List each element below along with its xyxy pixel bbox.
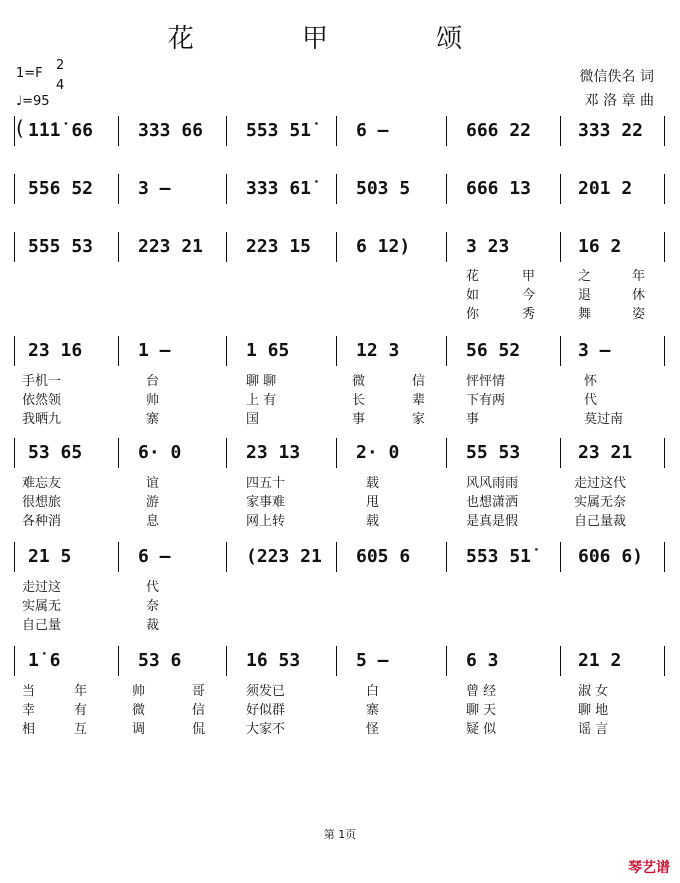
- measure: 553 51̇: [466, 546, 532, 567]
- lyric-syllable: 家: [412, 412, 426, 427]
- measure: 1̇1̇1̇ 66: [28, 120, 94, 141]
- lyric-syllable: 裁: [146, 618, 160, 633]
- measure: 666 22: [466, 120, 532, 141]
- lyric-syllable: 你: [466, 307, 480, 322]
- song-title: 花 甲 颂: [167, 24, 513, 54]
- lyric-syllable: 莫过南: [584, 412, 624, 427]
- lyric-syllable: 帅: [146, 393, 160, 408]
- lyric-syllable: 事: [466, 412, 480, 427]
- lyric-syllable: 秀: [522, 307, 536, 322]
- barline: [336, 232, 337, 262]
- lyric-syllable: 白: [366, 684, 380, 699]
- measure: (223 21: [246, 546, 322, 567]
- lyric-syllable: 走过这代: [574, 476, 627, 491]
- measure: 1 –: [138, 340, 171, 361]
- lyric-syllable: 有: [74, 703, 88, 718]
- measure: 223 21: [138, 236, 204, 257]
- barline: [560, 174, 561, 204]
- lyric-syllable: 国: [246, 412, 260, 427]
- barline: [226, 116, 227, 146]
- lyric-syllable: 自己量裁: [574, 514, 627, 529]
- lyric-syllable: 实属无: [22, 599, 62, 614]
- lyric-syllable: 调: [132, 722, 146, 737]
- measure: 333 66: [138, 120, 204, 141]
- lyric-syllable: 台: [146, 374, 160, 389]
- lyric-syllable: 谊: [146, 476, 160, 491]
- lyric-syllable: 风风雨雨: [466, 476, 519, 491]
- measure: 6 3: [466, 650, 499, 671]
- lyric-syllable: 花: [466, 269, 480, 284]
- measure: 556 52: [28, 178, 94, 199]
- measure: 21 2: [578, 650, 622, 671]
- lyric-syllable: 疑 似: [466, 722, 497, 737]
- barline: [560, 646, 561, 676]
- lyric-syllable: 互: [74, 722, 88, 737]
- barline: [664, 174, 665, 204]
- barline: [226, 646, 227, 676]
- lyric-syllable: 怪: [366, 722, 380, 737]
- lyric-syllable: 手机一: [22, 374, 62, 389]
- barline: [226, 336, 227, 366]
- measure: 3 –: [578, 340, 611, 361]
- barline: [118, 336, 119, 366]
- measure: 53 65: [28, 442, 83, 463]
- barline: [336, 646, 337, 676]
- lyric-syllable: 甲: [522, 269, 536, 284]
- repeat-paren: (: [16, 116, 24, 140]
- lyric-syllable: 下有两: [466, 393, 506, 408]
- time-denominator: 4: [56, 78, 65, 93]
- barline: [560, 116, 561, 146]
- lyricist-credit: 微信佚名 词: [579, 69, 654, 85]
- lyric-syllable: 哥: [192, 684, 206, 699]
- lyric-syllable: 也想潇洒: [466, 495, 519, 510]
- time-numerator: 2: [56, 58, 65, 73]
- barline: [446, 438, 447, 468]
- lyric-syllable: 相: [22, 722, 36, 737]
- lyric-syllable: 今: [522, 288, 536, 303]
- lyric-syllable: 聊 天: [466, 703, 497, 718]
- lyric-syllable: 自己量: [22, 618, 62, 633]
- barline: [446, 116, 447, 146]
- lyric-syllable: 年: [74, 684, 88, 699]
- measure: 333 61̇: [246, 178, 312, 199]
- barline: [14, 232, 15, 262]
- lyric-syllable: 退: [578, 288, 592, 303]
- measure: 503 5: [356, 178, 411, 199]
- barline: [336, 116, 337, 146]
- measure: 3 23: [466, 236, 510, 257]
- measure: 23 21: [578, 442, 633, 463]
- measure: 223 15: [246, 236, 312, 257]
- barline: [336, 542, 337, 572]
- barline: [560, 336, 561, 366]
- measure: 6· 0: [138, 442, 182, 463]
- measure: 2· 0: [356, 442, 400, 463]
- barline: [118, 174, 119, 204]
- lyric-syllable: 当: [22, 684, 36, 699]
- lyric-syllable: 息: [146, 514, 160, 529]
- lyric-syllable: 很想旅: [22, 495, 62, 510]
- measure: 6 12): [356, 236, 411, 257]
- site-logo: 琴艺谱: [628, 860, 670, 876]
- barline: [14, 542, 15, 572]
- measure: 56 52: [466, 340, 521, 361]
- lyric-syllable: 各种消: [22, 514, 62, 529]
- barline: [560, 438, 561, 468]
- lyric-syllable: 姿: [632, 307, 646, 322]
- barline: [664, 116, 665, 146]
- lyric-syllable: 微: [132, 703, 146, 718]
- lyric-syllable: 幸: [22, 703, 36, 718]
- lyric-syllable: 走过这: [22, 580, 62, 595]
- lyric-syllable: 微: [352, 374, 366, 389]
- barline: [14, 174, 15, 204]
- lyric-syllable: 实属无奈: [574, 495, 627, 510]
- tempo-mark: ♩=95: [16, 94, 50, 109]
- key-signature: 1=F: [16, 66, 43, 81]
- measure: 1̇ 6: [28, 650, 61, 671]
- barline: [118, 232, 119, 262]
- measure: 16 2: [578, 236, 622, 257]
- lyric-syllable: 长: [352, 393, 366, 408]
- barline: [336, 174, 337, 204]
- barline: [226, 438, 227, 468]
- lyric-syllable: 载: [366, 514, 380, 529]
- lyric-syllable: 聊 地: [578, 703, 609, 718]
- barline: [226, 232, 227, 262]
- barline: [446, 232, 447, 262]
- lyric-syllable: 信: [412, 374, 426, 389]
- lyric-syllable: 网上转: [246, 514, 286, 529]
- measure: 23 16: [28, 340, 83, 361]
- lyric-syllable: 寨: [146, 412, 160, 427]
- lyric-syllable: 事: [352, 412, 366, 427]
- lyric-syllable: 之: [578, 269, 592, 284]
- measure: 55 53: [466, 442, 521, 463]
- lyric-syllable: 奈: [146, 599, 160, 614]
- barline: [446, 336, 447, 366]
- barline: [664, 438, 665, 468]
- lyric-syllable: 帅: [132, 684, 146, 699]
- lyric-syllable: 代: [584, 393, 598, 408]
- barline: [664, 542, 665, 572]
- lyric-syllable: 年: [632, 269, 646, 284]
- measure: 553 51̇: [246, 120, 312, 141]
- barline: [446, 174, 447, 204]
- measure: 1̇6 53: [246, 650, 301, 671]
- lyric-syllable: 依然领: [22, 393, 62, 408]
- barline: [446, 542, 447, 572]
- measure: 606 6): [578, 546, 644, 567]
- lyric-syllable: 游: [146, 495, 160, 510]
- lyric-syllable: 须发已: [246, 684, 286, 699]
- page-number: 第 1页: [323, 828, 357, 841]
- lyric-syllable: 难忘友: [22, 476, 62, 491]
- lyric-syllable: 四五十: [246, 476, 286, 491]
- barline: [118, 646, 119, 676]
- measure: 53 6: [138, 650, 182, 671]
- lyric-syllable: 聊 聊: [246, 374, 277, 389]
- lyric-syllable: 谣 言: [578, 722, 609, 737]
- barline: [560, 232, 561, 262]
- barline: [226, 542, 227, 572]
- lyric-syllable: 辈: [412, 393, 426, 408]
- lyric-syllable: 如: [466, 288, 480, 303]
- measure: 3 –: [138, 178, 171, 199]
- barline: [664, 646, 665, 676]
- measure: 555 53: [28, 236, 94, 257]
- lyric-syllable: 好似群: [246, 703, 286, 718]
- barline: [118, 438, 119, 468]
- lyric-syllable: 怀: [584, 374, 598, 389]
- barline: [118, 542, 119, 572]
- barline: [118, 116, 119, 146]
- measure: 1 65: [246, 340, 290, 361]
- barline: [336, 438, 337, 468]
- barline: [664, 336, 665, 366]
- measure: 6 –: [138, 546, 171, 567]
- measure: 6 –: [356, 120, 389, 141]
- barline: [336, 336, 337, 366]
- lyric-syllable: 家事难: [246, 495, 286, 510]
- lyric-syllable: 曾 经: [466, 684, 497, 699]
- lyric-syllable: 上 有: [246, 393, 277, 408]
- lyric-syllable: 是真是假: [466, 514, 519, 529]
- lyric-syllable: 舞: [578, 307, 592, 322]
- measure: 333 22: [578, 120, 644, 141]
- lyric-syllable: 信: [192, 703, 206, 718]
- measure: 23 13: [246, 442, 301, 463]
- lyric-syllable: 淑 女: [578, 684, 609, 699]
- measure: 12 3: [356, 340, 400, 361]
- lyric-syllable: 怦怦情: [466, 374, 506, 389]
- lyric-syllable: 侃: [192, 722, 206, 737]
- measure: 605 6: [356, 546, 411, 567]
- lyric-syllable: 大家不: [246, 722, 286, 737]
- barline: [14, 438, 15, 468]
- barline: [446, 646, 447, 676]
- barline: [664, 232, 665, 262]
- barline: [226, 174, 227, 204]
- measure: 666 13: [466, 178, 532, 199]
- barline: [560, 542, 561, 572]
- measure: 5 –: [356, 650, 389, 671]
- lyric-syllable: 载: [366, 476, 380, 491]
- lyric-syllable: 我晒九: [22, 412, 62, 427]
- barline: [14, 336, 15, 366]
- measure: 21 5: [28, 546, 72, 567]
- lyric-syllable: 代: [146, 580, 160, 595]
- lyric-syllable: 甩: [366, 495, 380, 510]
- lyric-syllable: 寨: [366, 703, 380, 718]
- barline: [14, 646, 15, 676]
- composer-credit: 邓 洛 章 曲: [584, 93, 654, 109]
- lyric-syllable: 休: [632, 288, 646, 303]
- measure: 201 2: [578, 178, 633, 199]
